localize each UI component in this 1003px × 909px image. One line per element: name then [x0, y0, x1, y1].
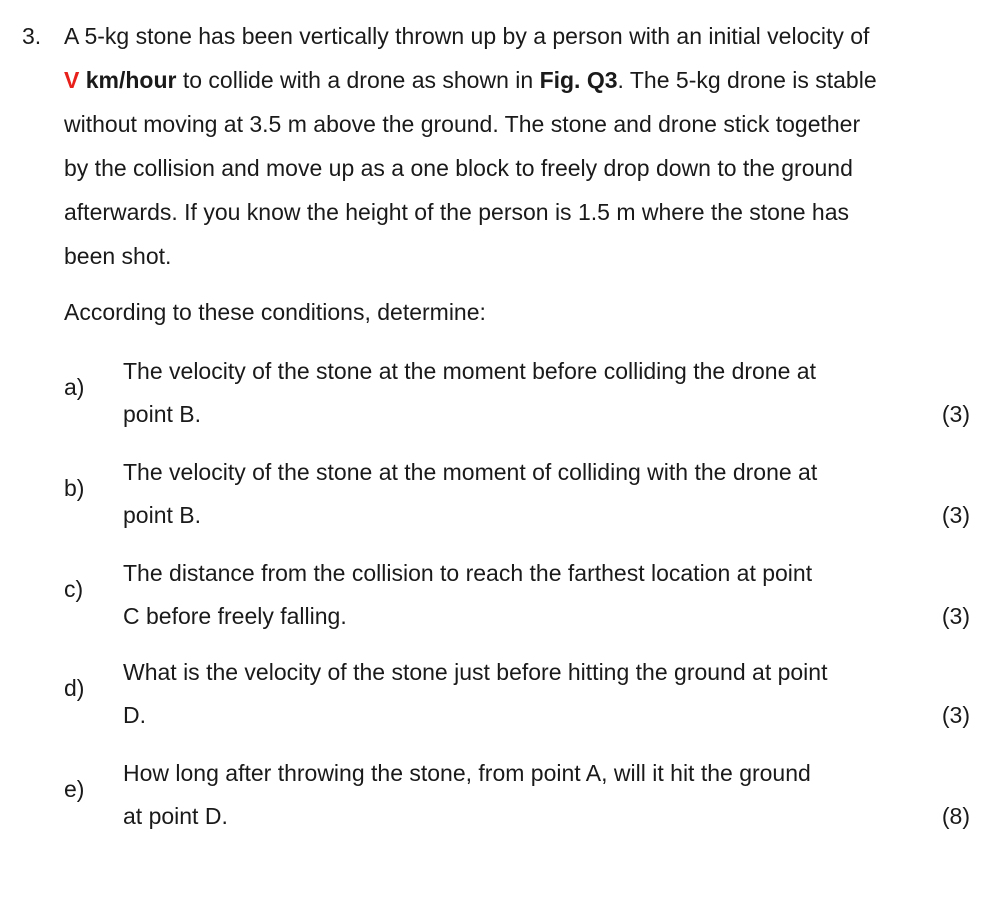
sub-question-b [0, 451, 1003, 551]
sub-question-text [123, 752, 923, 838]
sub-question-line: point B. [123, 502, 201, 528]
sub-question-marks: (8) [941, 803, 970, 829]
question-stem [64, 14, 984, 278]
sub-question-label: a) [64, 374, 85, 400]
stem-line-2-mid: to collide with a drone as shown in [176, 67, 540, 93]
stem-line-4: by the collision and move up as a one block to freely drop down to the ground [64, 155, 853, 181]
figure-reference: Fig. Q3 [539, 67, 618, 93]
stem-line-2-end: . The 5-kg drone is stable [617, 67, 877, 93]
sub-question-line: How long after throwing the stone, from point A, will it hit the ground [123, 760, 811, 786]
sub-question-line: The velocity of the stone at the moment before colliding the drone at [123, 358, 816, 384]
stem-line-1: A 5-kg stone has been vertically thrown up by a person with an initial velocity of [64, 23, 870, 49]
sub-question-d [0, 651, 1003, 751]
stem-line-2 [64, 58, 984, 102]
sub-question-text [123, 451, 923, 537]
velocity-unit: km/hour [79, 67, 177, 93]
sub-question-text [123, 651, 923, 737]
sub-question-line: at point D. [123, 803, 228, 829]
sub-question-label: e) [64, 776, 85, 802]
question-intro: According to these conditions, determine: [64, 299, 486, 325]
stem-line-3: without moving at 3.5 m above the ground. The stone and drone stick together [64, 111, 861, 137]
sub-question-text [123, 552, 923, 638]
sub-question-e [0, 752, 1003, 852]
sub-question-marks: (3) [941, 401, 970, 427]
sub-question-line: The velocity of the stone at the moment of colliding with the drone at [123, 459, 818, 485]
sub-question-line: What is the velocity of the stone just before hitting the ground at point [123, 659, 828, 685]
sub-question-line: D. [123, 702, 146, 728]
sub-question-marks: (3) [941, 502, 970, 528]
stem-line-5: afterwards. If you know the height of the person is 1.5 m where the stone has [64, 199, 849, 225]
sub-question-a [0, 350, 1003, 450]
sub-question-c [0, 552, 1003, 652]
sub-question-label: d) [64, 675, 85, 701]
sub-question-marks: (3) [941, 702, 970, 728]
sub-question-text [123, 350, 923, 436]
sub-question-marks: (3) [941, 603, 970, 629]
sub-question-line: C before freely falling. [123, 603, 347, 629]
sub-question-line: point B. [123, 401, 201, 427]
sub-question-label: b) [64, 475, 85, 501]
sub-question-line: The distance from the collision to reach the farthest location at point [123, 560, 813, 586]
stem-line-6: been shot. [64, 243, 172, 269]
question-number: 3. [22, 23, 42, 49]
sub-question-label: c) [64, 576, 84, 602]
velocity-symbol: V [64, 67, 80, 93]
